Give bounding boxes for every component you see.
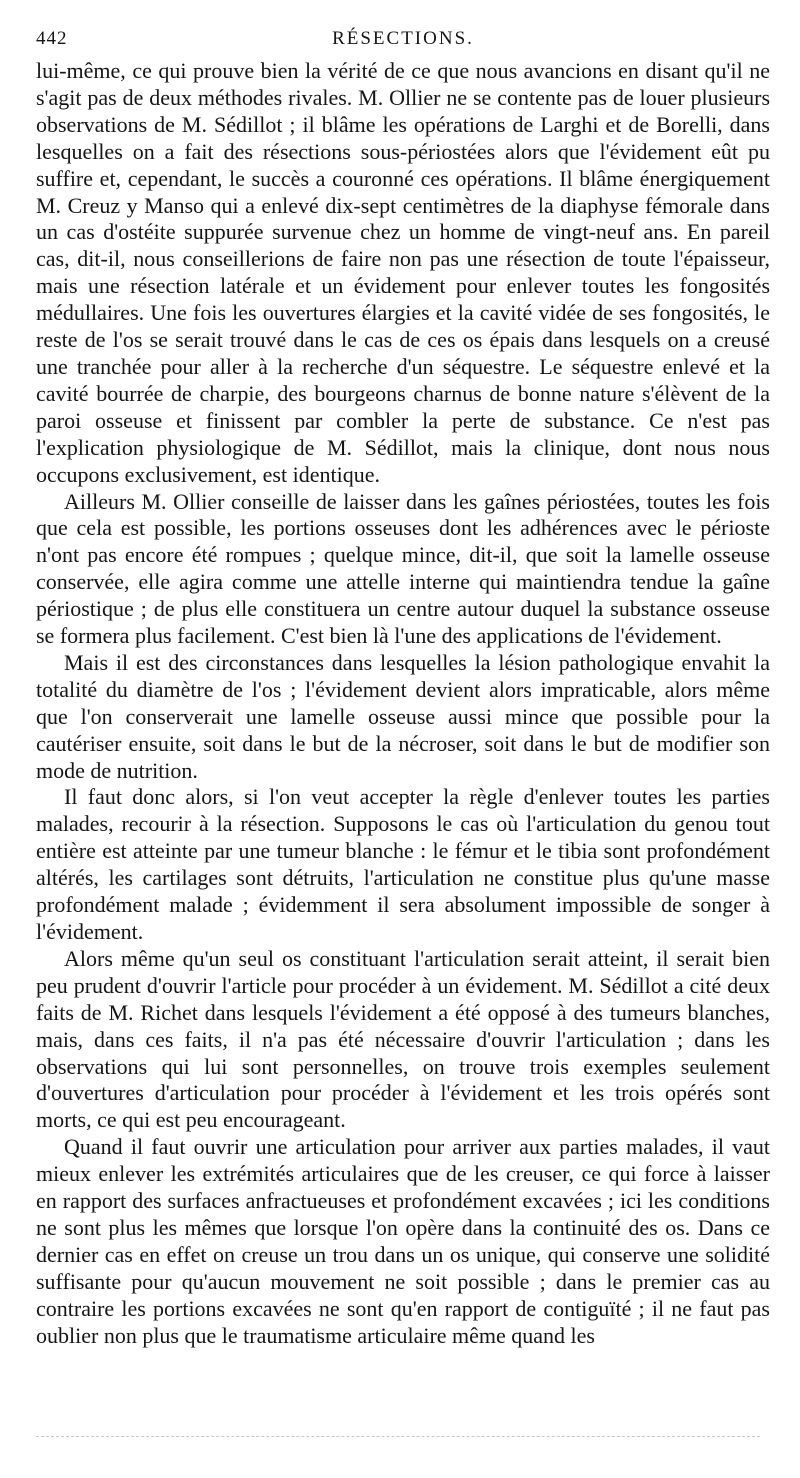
paragraph: Alors même qu'un seul os constituant l'articulation serait atteint, il serait bien peu prudent d'ouvrir l'article pour procéder à un évidement. M. Sédillot a cité deux faits de M. Richet dans lesquels l'évidement a été opposé à des tumeurs blanches, mais, dans ces faits, il n'a pas été nécessaire d'ouvrir l'articulation ; dans les observations qui lui sont personnelles, on trouve trois exemples seulement d'ouvertures d'articulation pour procéder à l'évidement et les trois opérés sont morts, ce qui est peu encourageant. — [36, 945, 770, 1133]
paragraph: Il faut donc alors, si l'on veut accepter la règle d'enlever toutes les parties malades, recourir à la résection. Supposons le cas où l'articulation du genou tout entière est atteinte par une tumeur blanche : le fémur et le tibia sont profondément altérés, les cartilages sont détruits, l'articulation ne constitue plus qu'une masse profondément malade ; évidemment il sera absolument impossible de songer à l'évidement. — [36, 784, 770, 944]
paragraph: Ailleurs M. Ollier conseille de laisser dans les gaînes périostées, toutes les fois que cela est possible, les portions osseuses dont les adhérences avec le périoste n'ont pas encore été rompues ; quelque mince, dit-il, que soit la lamelle osseuse conservée, elle agira comme une attelle interne qui maintiendra tendue la gaîne périostique ; de plus elle constituera un centre autour duquel la substance osseuse se formera plus facilement. C'est bien là l'une des applications de l'évidement. — [36, 488, 770, 649]
paragraph: Mais il est des circonstances dans lesquelles la lésion pathologique envahit la totalité du diamètre de l'os ; l'évidement devient alors impraticable, alors même que l'on conserverait une lamelle osseuse aussi mince que possible pour la cautériser ensuite, soit dans le but de la nécroser, soit dans le but de modifier son mode de nutrition. — [36, 649, 770, 783]
paragraph: Quand il faut ouvrir une articulation pour arriver aux parties malades, il vaut mieux enlever les extrémités articulaires que de les creuser, ce qui force à laisser en rapport des surfaces anfractueuses et profondément excavées ; ici les conditions ne sont plus les mêmes que lorsque l'on opère dans la continuité des os. Dans ce dernier cas en effet on creuse un trou dans un os unique, qui conserve une solidité suffisante pour qu'aucun mouvement ne soit possible ; dans le premier cas au contraire les portions excavées ne sont qu'en rapport de contiguïté ; il ne faut pas oublier non plus que le traumatisme articulaire même quand les — [36, 1134, 770, 1348]
body-text — [36, 58, 770, 1350]
page-number: 442 — [36, 28, 68, 49]
running-title: RÉSECTIONS. — [332, 28, 474, 49]
bottom-bleed-line — [36, 1436, 760, 1437]
running-head — [36, 24, 770, 58]
paragraph-continuation: lui-même, ce qui prouve bien la vérité de ce que nous avancions en disant qu'il ne s'agit pas de deux méthodes rivales. M. Ollier ne se contente pas de louer plusieurs observations de M. Sédillot ; il blâme les opérations de Larghi et de Borelli, dans lesquelles on a fait des résections sous-périostées alors que l'évidement eût pu suffire et, cependant, le succès a couronné ces opérations. Il blâme énergiquement M. Creuz y Manso qui a enlevé dix-sept centimètres de la diaphyse fémorale dans un cas d'ostéite suppurée survenue chez un homme de vingt-neuf ans. En pareil cas, dit-il, nous conseillerions de faire non pas une résection de toute l'épaisseur, mais une résection latérale et un évidement pour enlever toutes les fongosités médullaires. Une fois les ouvertures élargies et la cavité vidée de ses fongosités, le reste de l'os se serait trouvé dans le cas de ces os épais dans lesquels on a creusé une tranchée pour aller à la recherche d'un séquestre. Le séquestre enlevé et la cavité bourrée de charpie, des bourgeons charnus de bonne nature s'élèvent de la paroi osseuse et finissent par combler la perte de substance. Ce n'est pas l'explication physiologique de M. Sédillot, mais la clinique, dont nous nous occupons exclusivement, est identique. — [36, 58, 770, 487]
